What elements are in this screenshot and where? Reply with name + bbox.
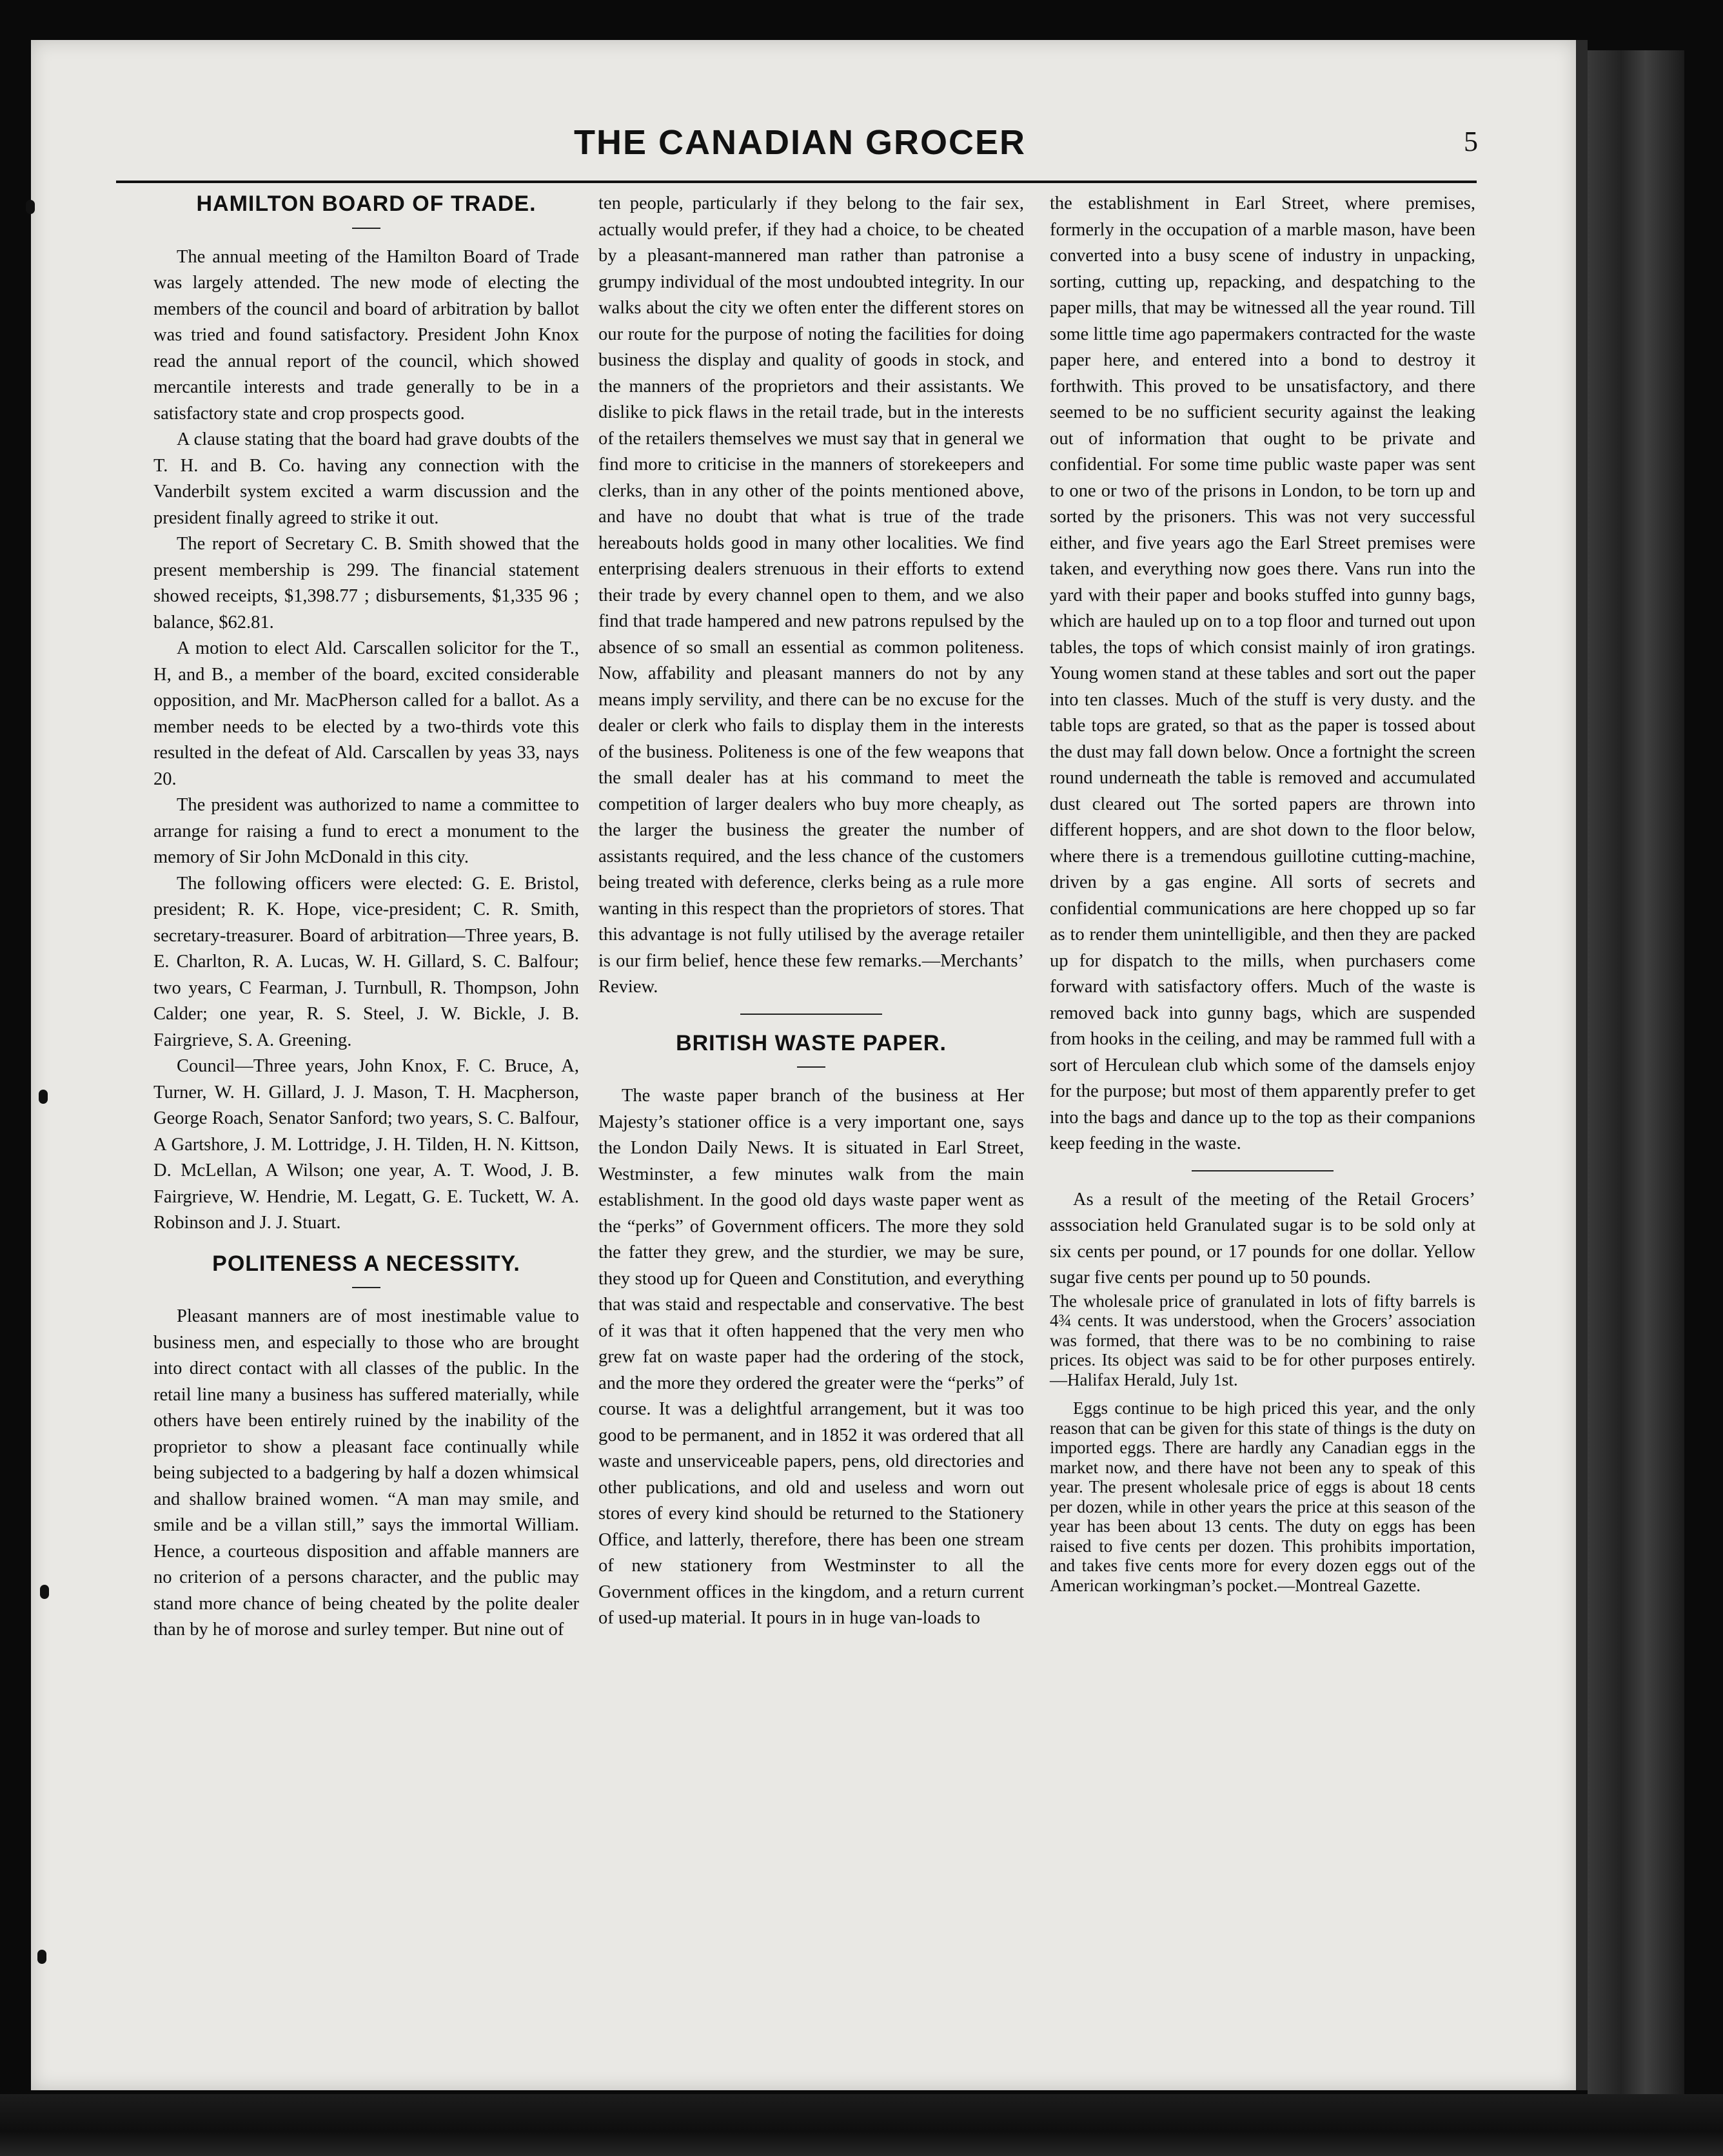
article-heading-hamilton: HAMILTON BOARD OF TRADE. bbox=[196, 191, 537, 216]
paragraph: the establishment in Earl Street, where premises, formerly in the occupation of a marble mason, have been converted into a busy scene of industry in unpacking, sorting, cutting up, repacking, and despatching to the paper mills, that may be witnessed all the year round. Till some little time ago papermakers contracted for the waste paper here, and entered into a bond to destroy it forthwith. This proved to be unsatisfactory, and there seemed to be no sufficient security against the leaking out of information that ought to be private and confidential. For some time public waste paper was sent to one or two of the prisons in London, to be torn up and sorted by the prisoners. This was not very successful either, and five years ago the Earl Street premises were taken, and everything now goes there. Vans run into the yard with their paper and books stuffed into gunny bags, which are hauled up on to a top floor and turned out upon tables, the tops of which consist mainly of iron gratings. Young women stand at these tables and sort out the paper into ten classes. Much of the stuff is very dusty. and the table tops are grated, so that as the paper is tossed about the dust may fall down below. Once a fortnight the screen round underneath the table is removed and accumulated dust cleared out The sorted papers are thrown into different hoppers, and are shot down to the floor below, where there is a tremendous guillotine cutting-machine, driven by a gas engine. All sorts of secrets and confidential communications are here chopped up so far as to render them unintelligible, and then they are packed up for dispatch to the mills, when purchasers come forward with satisfactory offers. Much of the waste is removed back into gunny bags, which are suspended from hooks in the ceiling, and may be rammed full with a sort of Herculean club which some of the damsels enjoy for the purpose; but most of them apparently prefer to get into the bags and dance up to the top as their companions keep feeding in the waste. bbox=[1050, 193, 1475, 1153]
paragraph: Council—Three years, John Knox, F. C. Bruce, A, Turner, W. H. Gillard, J. J. Mason, T. H. Macpherson, George Roach, Senator Sanford; two years, S. C. Balfour, A Gartshore, J. M. Lottridge, J. H. Tilden, H. N. Kittson, D. McLellan, A Wilson; one year, A. T. Wood, J. B. Fairgrieve, W. Hendrie, M. Legatt, G. E. Tuckett, W. A. Robinson and J. J. Stuart. bbox=[153, 1056, 579, 1233]
paragraph: As a result of the meeting of the Retail Grocers’ asssociation held Granulated sugar is to be sold only at six cents per pound, or 17 pounds for one dollar. Yellow sugar five cents per pound up to 50 pounds. bbox=[1050, 1189, 1475, 1288]
paragraph: The wholesale price of granulated in lots of fifty barrels is 4¾ cents. It was understood, when the Grocers’ association was formed, that there was to be no combining to raise prices. Its object was said to be for other purposes entirely.—Halifax Herald, July 1st. bbox=[1050, 1291, 1475, 1389]
heading-dash bbox=[352, 1287, 380, 1288]
binding-hole-4 bbox=[37, 1950, 46, 1964]
binding-hole-2 bbox=[39, 1090, 48, 1104]
article-separator bbox=[1192, 1170, 1334, 1171]
small-print-block bbox=[1050, 1291, 1475, 1596]
paragraph: A clause stating that the board had grave doubts of the T. H. and B. Co. having any connection with the Vanderbilt system excited a warm discussion and the president finally agreed to strike it out. bbox=[153, 429, 579, 528]
column-1 bbox=[153, 191, 579, 1643]
paragraph: Eggs continue to be high priced this year, and the only reason that can be given for this state of things is the duty on imported eggs. There are hardly any Canadian eggs in the market now, and there have not been any to speak of this year. The present wholesale price of eggs is about 18 cents per dozen, while in other years the price at this season of the year has been about 13 cents. The duty on eggs has been raised to five cents per dozen. This prohibits importation, and takes five cents more for every dozen eggs out of the American workingman’s pocket.—Montreal Gazette. bbox=[1050, 1398, 1475, 1595]
scan-bottom-margin bbox=[0, 2094, 1723, 2156]
paragraph: The president was authorized to name a committee to arrange for raising a fund to erect a monument to the memory of Sir John McDonald in this city. bbox=[153, 795, 579, 867]
article-heading-politeness: POLITENESS A NECESSITY. bbox=[212, 1251, 520, 1276]
publication-title: THE CANADIAN GROCER bbox=[574, 123, 1027, 162]
paragraph: ten people, particularly if they belong to the fair sex, actually would prefer, if they had a choice, to be cheated by a pleasant-mannered man rather than patronise a grumpy individual of the most undoubted integrity. In our walks about the city we often enter the different stores on our route for the purpose of noting the facilities for doing business the display and quality of goods in stock, and the manners of the proprietors and their assistants. We dislike to pick flaws in the retail trade, but in the interests of the retailers themselves we must say that in general we find more to criticise in the manners of storekeepers and clerks, than in any other of the points mentioned above, and have no doubt that what is true of the trade hereabouts holds good in many other localities. We find enterprising dealers strenuous in their efforts to extend their trade by every channel open to them, and we also find that trade hampered and new patrons repulsed by the absence of so small an essential as common politeness. Now, affability and pleasant manners do not by any means imply servility, and there can be no excuse for the dealer or clerk who fails to display them in the interests of the business. Politeness is one of the few weapons that the small dealer has at his command to meet the competition of larger dealers who buy more cheaply, as the larger the business the greater the number of assistants required, and the less chance of the customers being treated with deference, clerks being as a rule more wanting in this respect than the proprietors of stores. That this advantage is not fully utilised by the average retailer is our firm belief, hence these few remarks.—Merchants’ Review. bbox=[598, 193, 1024, 997]
paragraph: A motion to elect Ald. Carscallen solicitor for the T., H, and B., a member of the board, excited considerable opposition, and Mr. MacPherson called for a ballot. As a member needs to be elected by a two-thirds vote this resulted in the defeat of Ald. Carscallen by yeas 33, nays 20. bbox=[153, 638, 579, 789]
masthead-rule bbox=[116, 181, 1477, 183]
binding-hole-3 bbox=[40, 1585, 49, 1599]
article-separator bbox=[740, 1014, 882, 1015]
paragraph: Pleasant manners are of most inestimable value to business men, and especially to those who are brought into direct contact with all classes of the public. In the retail line many a business has suffered materially, while others have been entirely ruined by the inability of the proprietor to show a pleasant face continually while being subjected to a badgering by half a dozen whimsical and shallow brained women. “A man may smile, and smile and be a villan still,” says the immortal William. Hence, a courteous disposition and affable manners are no criterion of a persons character, and the public may stand more chance of being cheated by the polite dealer than by he of morose and surley temper. But nine out of bbox=[153, 1306, 579, 1640]
masthead bbox=[39, 120, 1477, 172]
article-heading-waste-paper: BRITISH WASTE PAPER. bbox=[676, 1030, 947, 1055]
book-page-edges bbox=[1588, 50, 1684, 2094]
column-3 bbox=[1050, 191, 1475, 1595]
paragraph: The annual meeting of the Hamilton Board of Trade was largely attended. The new mode of electing the members of the council and board of arbitration by ballot was tried and found satisfactory. President John Knox read the annual report of the council, which showed mercantile interests and trade generally to be in a satisfactory state and crop prospects good. bbox=[153, 246, 579, 424]
heading-dash bbox=[797, 1066, 825, 1068]
column-2 bbox=[598, 191, 1024, 1632]
paragraph: The following officers were elected: G. E. Bristol, president; R. K. Hope, vice-president; C. R. Smith, secretary-treasurer. Board of arbitration—Three years, B. E. Charlton, R. A. Lucas, W. H. Gillard, S. C. Balfour; two years, C Fearman, J. Turnbull, R. Thompson, John Calder; one year, R. S. Steel, J. W. Bickle, J. B. Fairgrieve, S. A. Greening. bbox=[153, 873, 579, 1050]
binding-hole-1 bbox=[26, 200, 35, 214]
heading-dash bbox=[352, 228, 380, 229]
page-number: 5 bbox=[1464, 126, 1478, 157]
paragraph: The waste paper branch of the business at Her Majesty’s stationer office is a very important one, says the London Daily News. It is situated in Earl Street, Westminster, a few minutes walk from the main establishment. In the good old days waste paper went as the “perks” of Government officers. The more they sold the fatter they grew, and the sturdier, we may be sure, they stood up for Queen and Constitution, and everything that was staid and respectable and conservative. The best of it was that it often happened that the very men who grew fat on waste paper had the ordering of the stock, and the more they ordered the greater were the “perks” of course. It was a delightful arrangement, but it was too good to be permanent, and in 1852 it was ordered that all waste and unserviceable papers, pens, old directories and other publications, and old and useless and worn out stores of every kind should be returned to the Stationery Office, and latterly, therefore, there has been one stream of new stationery from Westminster to all the Government offices in the kingdom, and a return current of used-up material. It pours in in huge van-loads to bbox=[598, 1086, 1024, 1628]
paragraph: The report of Secretary C. B. Smith showed that the present membership is 299. The financial statement showed receipts, $1,398.77 ; disbursements, $1,335 96 ; balance, $62.81. bbox=[153, 534, 579, 632]
